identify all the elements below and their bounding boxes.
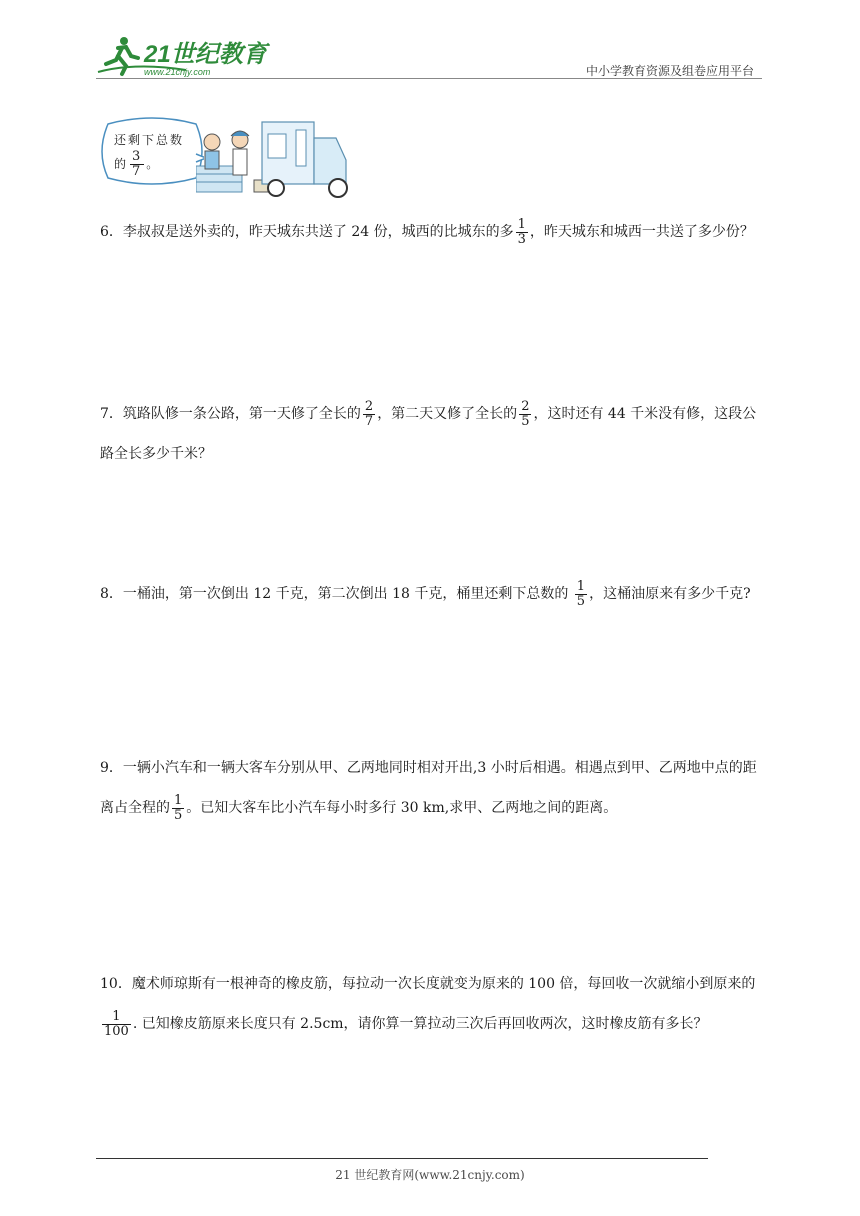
fraction: $\frac{2}{5}$ <box>521 398 530 429</box>
bubble-fraction: $\frac{3}{7}$ <box>132 149 143 179</box>
fraction: $\frac{1}{3}$ <box>517 216 526 247</box>
bubble-line-1: 还剩下总数 <box>114 133 185 147</box>
question-10: 10．魔术师琼斯有一根神奇的橡皮筋，每拉动一次长度就变为原来的 100 倍，每回收一次就缩小到原来的 $\frac{1}{100}$ . 已知橡皮筋原来长度只有 2.5cm，请你算一算拉动三次后再回收两次，这时橡皮筋有多长？ <box>100 976 756 1039</box>
fraction: $\frac{1}{100}$ <box>104 1008 129 1039</box>
page-footer: 21 世纪教育网(www.21cnjy.com) <box>335 1168 525 1182</box>
question-8: 8．一桶油，第一次倒出 12 千克，第二次倒出 18 千克，桶里还剩下总数的 $\frac{1}{5}$ ，这桶油原来有多少千克? <box>100 578 751 609</box>
footer-divider <box>96 1158 708 1159</box>
header-divider <box>96 78 762 79</box>
illustration <box>100 110 360 202</box>
bubble-text <box>114 130 184 179</box>
question-6: 6．李叔叔是送外卖的，昨天城东共送了 24 份，城西的比城东的多 $\frac{1}{3}$ ，昨天城东和城西一共送了多少份？ <box>100 216 754 247</box>
question-7: 7．筑路队修一条公路，第一天修了全长的 $\frac{2}{7}$ ，第二天又修了全长的 $\frac{2}{5}$ ，这时还有 44 千米没有修，这段公路全长多少千米？ <box>100 398 757 462</box>
delivery-scene-icon <box>196 110 360 202</box>
fraction: $\frac{1}{5}$ <box>576 578 586 609</box>
logo-main-text: 21世纪教育 <box>144 41 267 68</box>
page-header <box>96 28 760 80</box>
platform-title: 中小学教育资源及组卷应用平台 <box>585 64 754 78</box>
logo-url-text: www.21cnjy.com <box>144 67 211 77</box>
bubble-line-2: 的 $\frac{3}{7}$ 。 <box>114 149 161 179</box>
fraction: $\frac{1}{5}$ <box>174 792 183 823</box>
fraction: $\frac{2}{7}$ <box>364 398 374 429</box>
site-logo <box>96 34 276 78</box>
question-9: 9．一辆小汽车和一辆大客车分别从甲、乙两地同时相对开出,3 小时后相遇。相遇点到甲、乙两地中点的距离占全程的 $\frac{1}{5}$ 。已知大客车比小汽车每小时多行 30 km,求甲、乙两地之间的距离。 <box>100 760 757 823</box>
